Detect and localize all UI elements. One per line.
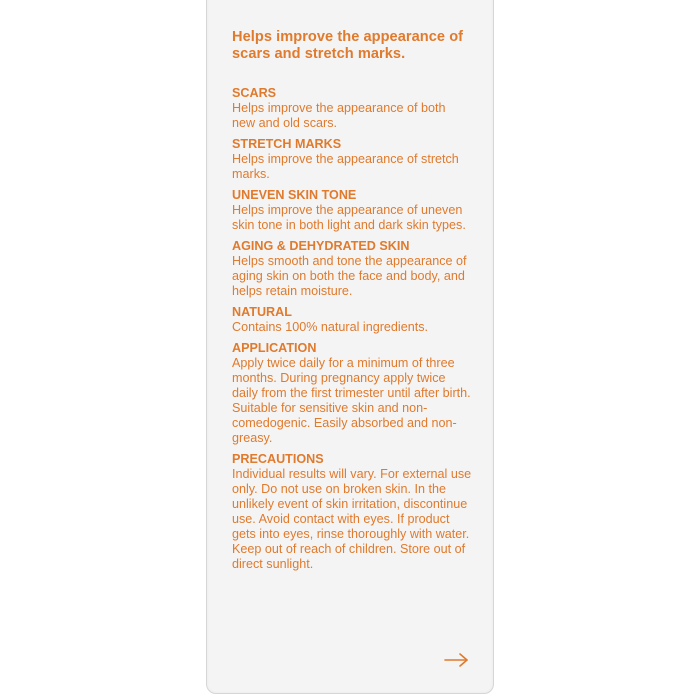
- section-title: SCARS: [232, 86, 277, 100]
- section-title: STRETCH MARKS: [232, 137, 342, 151]
- section-body: Contains 100% natural ingredients.: [232, 320, 429, 334]
- section-body: Helps improve the appearance of uneven skin tone in both light and dark skin types.: [232, 203, 466, 232]
- section-title: UNEVEN SKIN TONE: [232, 188, 357, 202]
- label-text-block: [232, 29, 472, 578]
- section-uneven-skin-tone: [232, 188, 472, 233]
- section-natural: [232, 305, 472, 335]
- section-stretch-marks: [232, 137, 472, 182]
- section-aging-dehydrated-skin: [232, 239, 472, 299]
- section-body: Apply twice daily for a minimum of three months. During pregnancy apply twice daily from the first trimester until after birth. Suitable for sensitive skin and non-comedogenic. Easily absorbed and non-greasy.: [232, 356, 471, 445]
- arrow-right-icon[interactable]: [444, 652, 470, 668]
- section-body: Helps smooth and tone the appearance of aging skin on both the face and body, and helps retain moisture.: [232, 254, 467, 298]
- section-body: Individual results will vary. For external use only. Do not use on broken skin. In the unlikely event of skin irritation, discontinue use. Avoid contact with eyes. If product gets into eyes, rinse thoroughly with water. Keep out of reach of children. Store out of direct sunlight.: [232, 467, 472, 571]
- section-body: Helps improve the appearance of both new and old scars.: [232, 101, 446, 130]
- section-title: NATURAL: [232, 305, 292, 319]
- section-title: APPLICATION: [232, 341, 317, 355]
- section-body: Helps improve the appearance of stretch marks.: [232, 152, 459, 181]
- section-precautions: [232, 452, 472, 572]
- section-scars: [232, 86, 472, 131]
- section-application: [232, 341, 472, 446]
- headline: Helps improve the appearance of scars and stretch marks.: [232, 29, 464, 62]
- section-title: AGING & DEHYDRATED SKIN: [232, 239, 410, 253]
- section-title: PRECAUTIONS: [232, 452, 324, 466]
